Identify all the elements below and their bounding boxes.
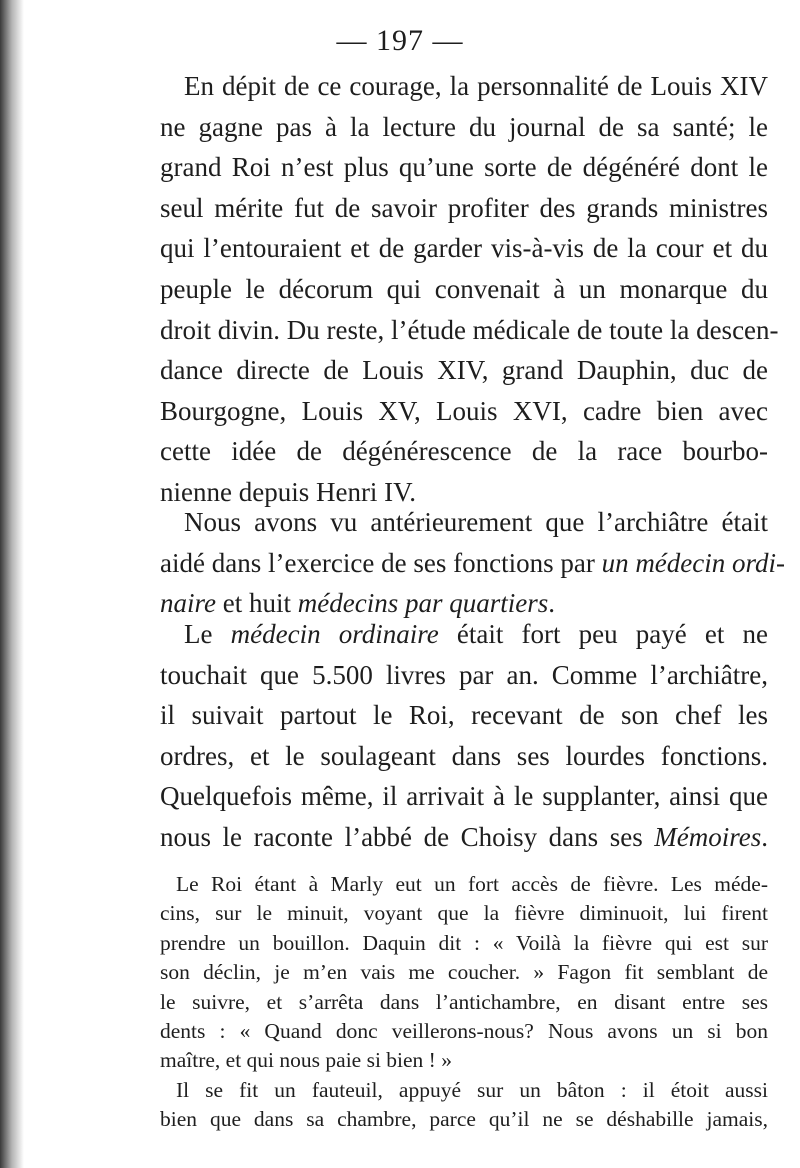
quote-line: Le Roi étant à Marly eut un fort accès de fièvre. Les méde- bbox=[176, 872, 768, 896]
italic-term: un médecin ordi- bbox=[601, 547, 786, 578]
text-line: nous le raconte l’abbé de Choisy dans ses Mémoires. bbox=[160, 821, 768, 852]
text-line: aidé dans l’exercice de ses fonctions par un médecin ordi- bbox=[160, 547, 786, 578]
quotation-block bbox=[160, 870, 768, 1135]
text-line: Le médecin ordinaire était fort peu payé et ne bbox=[184, 619, 768, 649]
paragraph-3 bbox=[160, 614, 768, 858]
text-line: grand Roi n’est plus qu’une sorte de dégénéré dont le bbox=[160, 152, 768, 183]
text-line-last: naire et huit médecins par quartiers. bbox=[160, 588, 555, 619]
quote-line: le suivre, et s’arrêta dans l’antichambre, en disant entre ses bbox=[160, 989, 768, 1014]
quote-line: dents : « Quand donc veillerons-nous? Nous avons un si bon bbox=[160, 1019, 768, 1044]
text-line: ordres, et le soulageant dans ses lourdes fonctions. bbox=[160, 740, 768, 771]
italic-term: médecins par quartiers bbox=[297, 588, 549, 619]
quote-line: bien que dans sa chambre, parce qu’il ne se déshabille jamais, bbox=[160, 1107, 768, 1132]
text-line: dance directe de Louis XIV, grand Dauphin, duc de bbox=[160, 355, 768, 386]
page-number: — 197 — bbox=[336, 24, 464, 57]
quote-line: Il se fit un fauteuil, appuyé sur un bâton : il étoit aussi bbox=[176, 1077, 768, 1102]
quote-line: prendre un bouillon. Daquin dit : « Voilà la fièvre qui est sur bbox=[160, 930, 768, 955]
text-line: touchait que 5.500 livres par an. Comme l’archiâtre, bbox=[160, 659, 768, 690]
italic-term: naire bbox=[160, 588, 216, 619]
text-line: Quelquefois même, il arrivait à le supplanter, ainsi que bbox=[160, 781, 768, 812]
text-line: droit divin. Du reste, l’étude médicale de toute la descen- bbox=[160, 314, 779, 345]
paragraph-1 bbox=[160, 66, 779, 513]
quote-line-last: maître, et qui nous paie si bien ! » bbox=[160, 1048, 452, 1073]
text-line: qui l’entouraient et de garder vis-à-vis de la cour et du bbox=[160, 233, 768, 264]
quote-paragraph-2 bbox=[160, 1076, 768, 1135]
text-line: peuple le décorum qui convenait à un monarque du bbox=[160, 273, 768, 304]
text-line: Nous avons vu antérieurement que l’archiâtre était bbox=[184, 507, 768, 537]
text-line-last: nienne depuis Henri IV. bbox=[160, 476, 416, 507]
quote-line: cins, sur le minuit, voyant que la fièvre diminuoit, lui firent bbox=[160, 901, 768, 926]
text-line: seul mérite fut de savoir profiter des grands ministres bbox=[160, 192, 768, 223]
quote-line: son déclin, je m’en vais me coucher. » Fagon fit semblant de bbox=[160, 960, 768, 985]
italic-term: Mémoires bbox=[654, 821, 762, 852]
quote-paragraph-1 bbox=[160, 870, 768, 1076]
text-line: cette idée de dégénérescence de la race bourbo- bbox=[160, 436, 768, 467]
text-line: Bourgogne, Louis XV, Louis XVI, cadre bien avec bbox=[160, 395, 768, 426]
italic-term: médecin ordinaire bbox=[230, 619, 439, 649]
text-line: En dépit de ce courage, la personnalité de Louis XIV bbox=[184, 71, 768, 101]
text-line: il suivait partout le Roi, recevant de son chef les bbox=[160, 700, 768, 731]
paragraph-2 bbox=[160, 502, 786, 624]
book-gutter-shadow bbox=[0, 0, 24, 1168]
text-line: ne gagne pas à la lecture du journal de sa santé; le bbox=[160, 111, 768, 142]
